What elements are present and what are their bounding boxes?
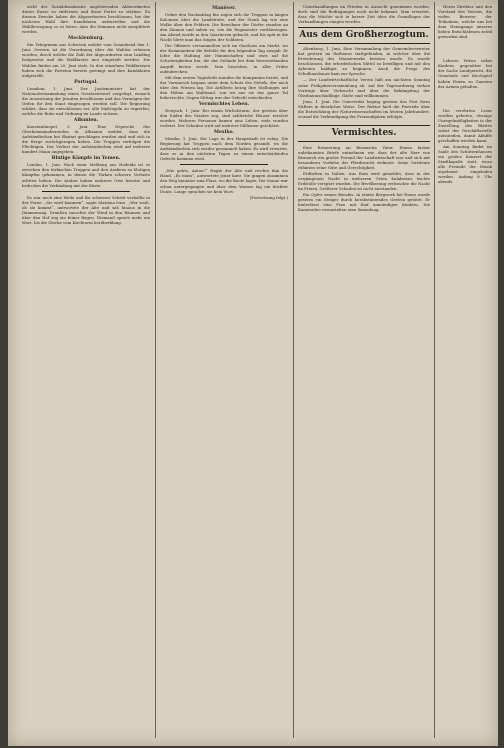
article-text: — Der Landwirtschaftliche Verein hält am nächsten Sonntag seine Frühjahrsversammlung ab. Auf der Tagesordnung stehen Vorträge über Viehzucht und über die Bekämpfung der Obstbaumschädlinge. Gäste sind willkommen. — [298, 77, 430, 98]
column-gap — [438, 40, 492, 58]
article-text: Jena, 1. Juni. Die Universität beging gestern das Fest ihres Stifters in feierlicher Weise. Der Rektor hielt die Festrede über die Entwicklung der Naturwissenschaften im letzten Jahrhundert, worauf die Verkündigung der Preisaufgaben erfolgte. — [298, 98, 430, 119]
article-text: Altenburg, 1. Juni. Eine Versammlung der Gemeindevertreter hat gestern im Rathause stattgefunden, in welcher über die Erweiterung des Wasserwerks beraten wurde. Es wurde beschlossen, die erforderlichen Mittel zu bewilligen und mit den Arbeiten baldigst zu beginnen. Auch die Frage des Schulhausbaues kam zur Sprache. — [298, 46, 430, 77]
article-text: Die Offiziere versammelten sich im Gasthaus am Markt, wo der Kommandeur die Befehle für den folgenden Tag ausgab. Er lobte die Haltung der Mannschaften und wies auf die Schwierigkeiten hin, die das Gelände bei dem bevorstehenden Angriff bieten werde. Man beschloss, in aller Frühe aufzubrechen. — [160, 43, 288, 74]
section-heading: Mecklenburg. — [68, 36, 104, 42]
section-heading: Blutige Kämpfe im Yemen. — [51, 156, 121, 162]
article-text: Ein Opfer seines Berufes. In einem Bergwerk bei Essen wurde gestern ein Steiger durch herabstürzendes Gestein getötet. Er hinterlässt eine Frau mit fünf unmündigen Kindern. Die Kameraden veranstalten eine Sammlung. — [298, 192, 430, 213]
article-text: Ueber den Nachmittag hin zogen sich die Truppen in langen Kolonnen über die Landstraße, und der Staub lag wie eine Wolke über den Feldern. Die Bewohner der Dörfer standen an den Zäunen und sahen zu, wie die Regimenter vorüberzogen. Am Abend wurde in den Quartieren gekocht, und bis spät in die Nacht hörte man das Singen der Soldaten. — [160, 12, 288, 43]
article-text: Eine Erinnerung an Bismarcks Vater. Einem bisher unbekannten Briefe entnehmen wir, dass der alte Herr von Bismarck ein großer Freund der Landwirtschaft war und sich mit besonderer Vorliebe der Pferdezucht widmete. Seine Gutsleute rühmten seine Güte und Gerechtigkeit. — [298, 144, 430, 171]
article-text: Neuyork, 1. Juni. Bei einem Wirbelsturm, der gestern über den Süden des Staates zog, sind zahlreiche Häuser zerstört worden. Mehrere Personen kamen ums Leben, viele wurden verletzt. Der Schaden wird auf mehrere Millionen geschätzt. — [160, 107, 288, 129]
article-text: Am Sonntag findet im Saale des Schützenhauses ein großes Konzert der Stadtkapelle statt, wozu alle Freunde der Musik ergebenst eingeladen werden. Anfang 8 Uhr abends. — [438, 143, 492, 185]
section-heading: Mexiko. — [213, 130, 235, 136]
miscellaneous-heading: Vermischtes. — [298, 125, 430, 142]
feuilleton-separator — [180, 164, 268, 165]
feuilleton-text: „Wie gehts, Anton?“ fragte der Alte und reichte ihm die Hand. „Es muss“, antwortete jener kurz. Sie gingen zusammen den Weg hinunter zum Fluss, wo die Boote lagen. Die Sonne war schon untergegangen und über dem Wasser lag ein leichter Dunst. Lange sprachen sie kein Wort. — [160, 168, 288, 194]
column-1 — [22, 4, 150, 738]
article-text: Lissabon, 1. Juni. Der Justizminister hat der Nationalversammlung einen Gesetzentwurf vorgelegt, wonach die Ausweisung der Jesuiten beschlossen und das Vermögen der Orden für den Staat eingezogen werden soll. Die Regierung erklärt, dass sie entschlossen sei, alle Maßregeln zu ergreifen, welche die Ruhe und Ordnung im Lande sichern. — [22, 85, 150, 116]
article-text: Die verehrten Leser werden gebeten, etwaige Unregelmäßigkeiten in der Zustellung des Blattes sofort der Geschäftsstelle mitzuteilen, damit Abhilfe geschaffen werden kann. — [438, 107, 492, 143]
column-gap — [438, 90, 492, 108]
column-2 — [160, 4, 288, 738]
section-heading: Manöver. — [212, 6, 236, 11]
newspaper-page — [8, 0, 498, 746]
article-text: Unterhandlungen im Frieden in Aussicht genommen worden, doch sind die Bedingungen noch nicht bekannt. Man erwartet, dass die Mächte sich in kurzer Zeit über die Grundlagen der Verhandlungen einigen werden. — [298, 4, 430, 25]
article-text: Lehrers Witwe nebst Kindern, gegenüber bei der Sache Landgericht, die Gemeinde und Kirchspiel haben Feiern zu Gunsten der Armen gehalten. — [438, 58, 492, 89]
column-3 — [298, 4, 430, 738]
article-text: Ein Telegramm aus Schwerin meldet vom Sonnabend den 1. Juni: Gestern ist die Verordnung über die Wahlen erlassen worden, durch welche die Zahl der Abgeordneten zum Landtag festgesetzt und die Wahlkreise neu eingeteilt werden. Die Wahlen finden am 20. Juni statt. In den einzelnen Wahlkreisen haben sich die Parteien bereits geeinigt und ihre Kandidaten aufgestellt. — [22, 42, 150, 78]
continuation-note: (Fortsetzung folgt.) — [249, 194, 288, 200]
column-divider — [155, 2, 156, 738]
column-divider — [434, 2, 435, 738]
article-text: Mexiko, 1. Juni. Die Lage in der Hauptstadt ist ruhig. Die Regierung hat Truppen nach dem Norden gesandt, wo die Aufständischen sich wieder gesammelt haben. Es wird erwartet, dass es in den nächsten Tagen zu einem entscheidenden Gefecht kommen wird. — [160, 136, 288, 162]
regional-news-heading: Aus dem Großherzogtum. — [298, 27, 430, 44]
article-text: Herrn Direktor und den Vorstand des Vereins, die vielen Beweise der Teilnahme, welche uns bei dem Heimgange unseres lieben Entschlafenen zuteil geworden sind. — [438, 4, 492, 40]
section-heading: Vermischtes Leben. — [198, 101, 250, 107]
article-text: Erdbeben in Italien. Aus Rom wird gemeldet, dass in der vergangenen Nacht in mehreren Orten Kalabriens leichte Erdstöße verspürt wurden. Die Bevölkerung verbrachte die Nacht im Freien. Größerer Schaden ist nicht entstanden. — [298, 171, 430, 192]
feuilleton-separator — [42, 191, 130, 192]
section-heading: Albanien. — [73, 117, 99, 123]
article-text: nicht der Sozialdemokratie angehörenden Abbeordneten dieser Kasse zu entfernen und diese Partei zu stärken. Zu diesem Zwecke haben die Abgeordneten beschlossen, bei der nächsten Wahl ihre Kandidaten aufzustellen und die Wahlbewegung so zu leiten, dass die Stimmen nicht zersplittert werden. — [22, 4, 150, 35]
feuilleton-text: Es war noch eine Weile und ihr schwerer Schritt verhallte in der Ferne. „Sie wird kommen“, sagte Mariana leise. „Wer weiß, ob sie kommt“, antwortete der Alte und sah hinaus in die Dämmerung. Draußen rauschte der Wind in den Bäumen und über den Hof zog ein feiner Regen. Niemand sprach mehr ein Wort, bis die Glocke vom Kirchturm herüberklang. — [22, 194, 150, 225]
section-heading: Portugal. — [74, 79, 98, 85]
article-text: Mit dem ersten Tageslicht standen die Kompanien bereit, und der Vormarsch begann unter dem Schutz des Nebels, der noch über den Wiesen lag. Die Artillerie bezog ihre Stellungen auf den Höhen am Waldrand, von wo aus sie das ganze Tal beherrschte. Gegen Mittag war das Gefecht entschieden. — [160, 74, 288, 100]
article-text: Konstantinopel, 1. Juni. Eine Depesche des Oberkommandierenden in Albanien meldet, dass die Aufständischen bei Skutari geschlagen worden sind und sich in die Berge zurückgezogen haben. Die Truppen verfolgen die Flüchtigen. Der Verlust der Aufständischen wird auf mehrere hundert Mann angegeben. — [22, 124, 150, 155]
article-text: London, 1. Juni. Nach einer Meldung aus Hodeida ist es zwischen den türkischen Truppen und den Arabern zu blutigen Kämpfen gekommen, in denen die Türken schwere Verluste erlitten haben. Die Araber haben mehrere Orte besetzt und bedrohen die Verbindung mit der Küste. — [22, 162, 150, 188]
column-4 — [438, 4, 492, 738]
column-divider — [293, 2, 294, 738]
